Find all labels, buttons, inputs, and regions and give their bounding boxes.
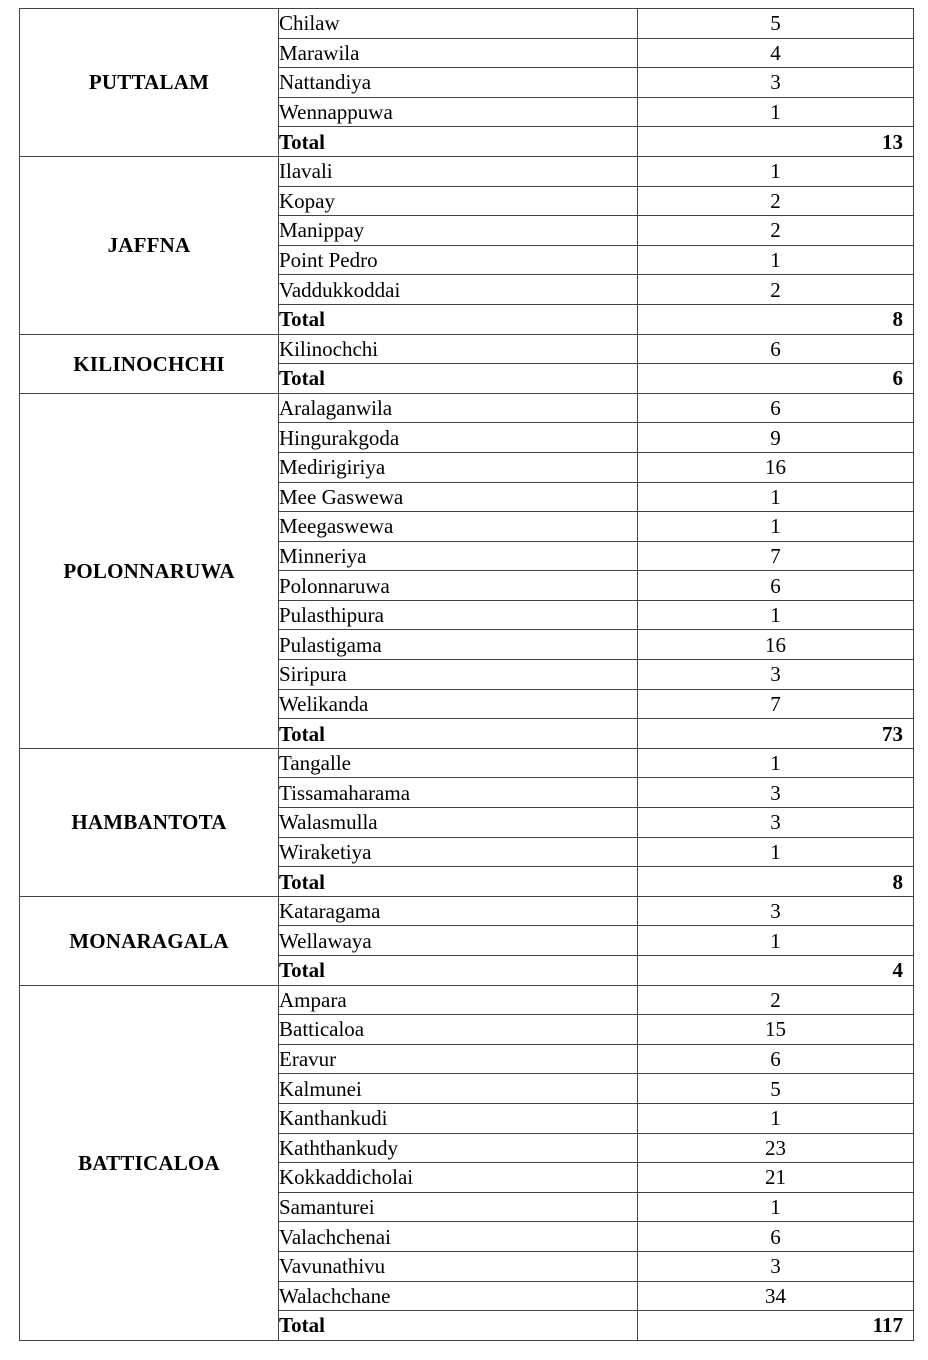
total-value: 4 <box>638 956 914 986</box>
place-name: Kalmunei <box>279 1074 638 1104</box>
place-name: Welikanda <box>279 689 638 719</box>
place-count: 34 <box>638 1281 914 1311</box>
place-count: 7 <box>638 689 914 719</box>
place-count: 23 <box>638 1133 914 1163</box>
total-label: Total <box>279 1311 638 1341</box>
place-count: 1 <box>638 97 914 127</box>
place-name: Minneriya <box>279 541 638 571</box>
total-value: 6 <box>638 364 914 394</box>
place-name: Pulasthipura <box>279 600 638 630</box>
place-count: 1 <box>638 600 914 630</box>
place-count: 3 <box>638 1251 914 1281</box>
place-name: Meegaswewa <box>279 512 638 542</box>
district-name: BATTICALOA <box>20 985 279 1340</box>
table-row <box>20 985 914 1015</box>
place-count: 1 <box>638 245 914 275</box>
place-name: Pulastigama <box>279 630 638 660</box>
place-name: Tissamaharama <box>279 778 638 808</box>
total-label: Total <box>279 867 638 897</box>
total-label: Total <box>279 127 638 157</box>
total-value: 8 <box>638 304 914 334</box>
place-count: 3 <box>638 778 914 808</box>
place-count: 6 <box>638 1044 914 1074</box>
total-label: Total <box>279 956 638 986</box>
place-name: Walasmulla <box>279 808 638 838</box>
place-count: 3 <box>638 808 914 838</box>
place-name: Ampara <box>279 985 638 1015</box>
place-count: 9 <box>638 423 914 453</box>
place-count: 3 <box>638 68 914 98</box>
district-name: MONARAGALA <box>20 896 279 985</box>
place-name: Mee Gaswewa <box>279 482 638 512</box>
place-count: 6 <box>638 1222 914 1252</box>
total-label: Total <box>279 719 638 749</box>
district-name: KILINOCHCHI <box>20 334 279 393</box>
place-name: Batticaloa <box>279 1015 638 1045</box>
place-name: Point Pedro <box>279 245 638 275</box>
place-count: 16 <box>638 630 914 660</box>
place-name: Wellawaya <box>279 926 638 956</box>
district-name: POLONNARUWA <box>20 393 279 748</box>
place-count: 2 <box>638 216 914 246</box>
place-name: Kopay <box>279 186 638 216</box>
place-name: Kataragama <box>279 896 638 926</box>
place-name: Vavunathivu <box>279 1251 638 1281</box>
place-name: Wennappuwa <box>279 97 638 127</box>
place-count: 2 <box>638 275 914 305</box>
place-count: 3 <box>638 660 914 690</box>
place-name: Manippay <box>279 216 638 246</box>
place-count: 15 <box>638 1015 914 1045</box>
place-count: 7 <box>638 541 914 571</box>
place-count: 5 <box>638 9 914 39</box>
place-count: 5 <box>638 1074 914 1104</box>
place-count: 6 <box>638 334 914 364</box>
place-count: 1 <box>638 512 914 542</box>
table-row <box>20 748 914 778</box>
table-row <box>20 334 914 364</box>
place-name: Chilaw <box>279 9 638 39</box>
district-table <box>19 8 914 1341</box>
place-name: Siripura <box>279 660 638 690</box>
place-name: Kilinochchi <box>279 334 638 364</box>
place-count: 4 <box>638 38 914 68</box>
place-count: 1 <box>638 156 914 186</box>
place-name: Kokkaddicholai <box>279 1163 638 1193</box>
table-row <box>20 393 914 423</box>
place-name: Walachchane <box>279 1281 638 1311</box>
district-name: PUTTALAM <box>20 9 279 157</box>
total-value: 13 <box>638 127 914 157</box>
district-name: JAFFNA <box>20 156 279 334</box>
place-count: 6 <box>638 571 914 601</box>
place-count: 1 <box>638 748 914 778</box>
total-value: 73 <box>638 719 914 749</box>
place-name: Vaddukkoddai <box>279 275 638 305</box>
table-row <box>20 9 914 39</box>
place-count: 6 <box>638 393 914 423</box>
place-count: 1 <box>638 837 914 867</box>
place-name: Medirigiriya <box>279 452 638 482</box>
place-count: 1 <box>638 1103 914 1133</box>
total-label: Total <box>279 364 638 394</box>
table-row <box>20 896 914 926</box>
table-row <box>20 156 914 186</box>
place-count: 2 <box>638 186 914 216</box>
place-name: Ilavali <box>279 156 638 186</box>
place-name: Tangalle <box>279 748 638 778</box>
place-name: Polonnaruwa <box>279 571 638 601</box>
place-count: 1 <box>638 482 914 512</box>
place-count: 2 <box>638 985 914 1015</box>
table-body <box>20 9 914 1341</box>
place-count: 21 <box>638 1163 914 1193</box>
place-name: Valachchenai <box>279 1222 638 1252</box>
place-name: Aralaganwila <box>279 393 638 423</box>
place-name: Wiraketiya <box>279 837 638 867</box>
district-name: HAMBANTOTA <box>20 748 279 896</box>
total-value: 117 <box>638 1311 914 1341</box>
place-name: Eravur <box>279 1044 638 1074</box>
place-name: Marawila <box>279 38 638 68</box>
place-name: Nattandiya <box>279 68 638 98</box>
place-name: Hingurakgoda <box>279 423 638 453</box>
total-value: 8 <box>638 867 914 897</box>
total-label: Total <box>279 304 638 334</box>
place-count: 16 <box>638 452 914 482</box>
place-name: Samanturei <box>279 1192 638 1222</box>
place-count: 1 <box>638 1192 914 1222</box>
place-count: 3 <box>638 896 914 926</box>
place-count: 1 <box>638 926 914 956</box>
place-name: Kanthankudi <box>279 1103 638 1133</box>
place-name: Kaththankudy <box>279 1133 638 1163</box>
